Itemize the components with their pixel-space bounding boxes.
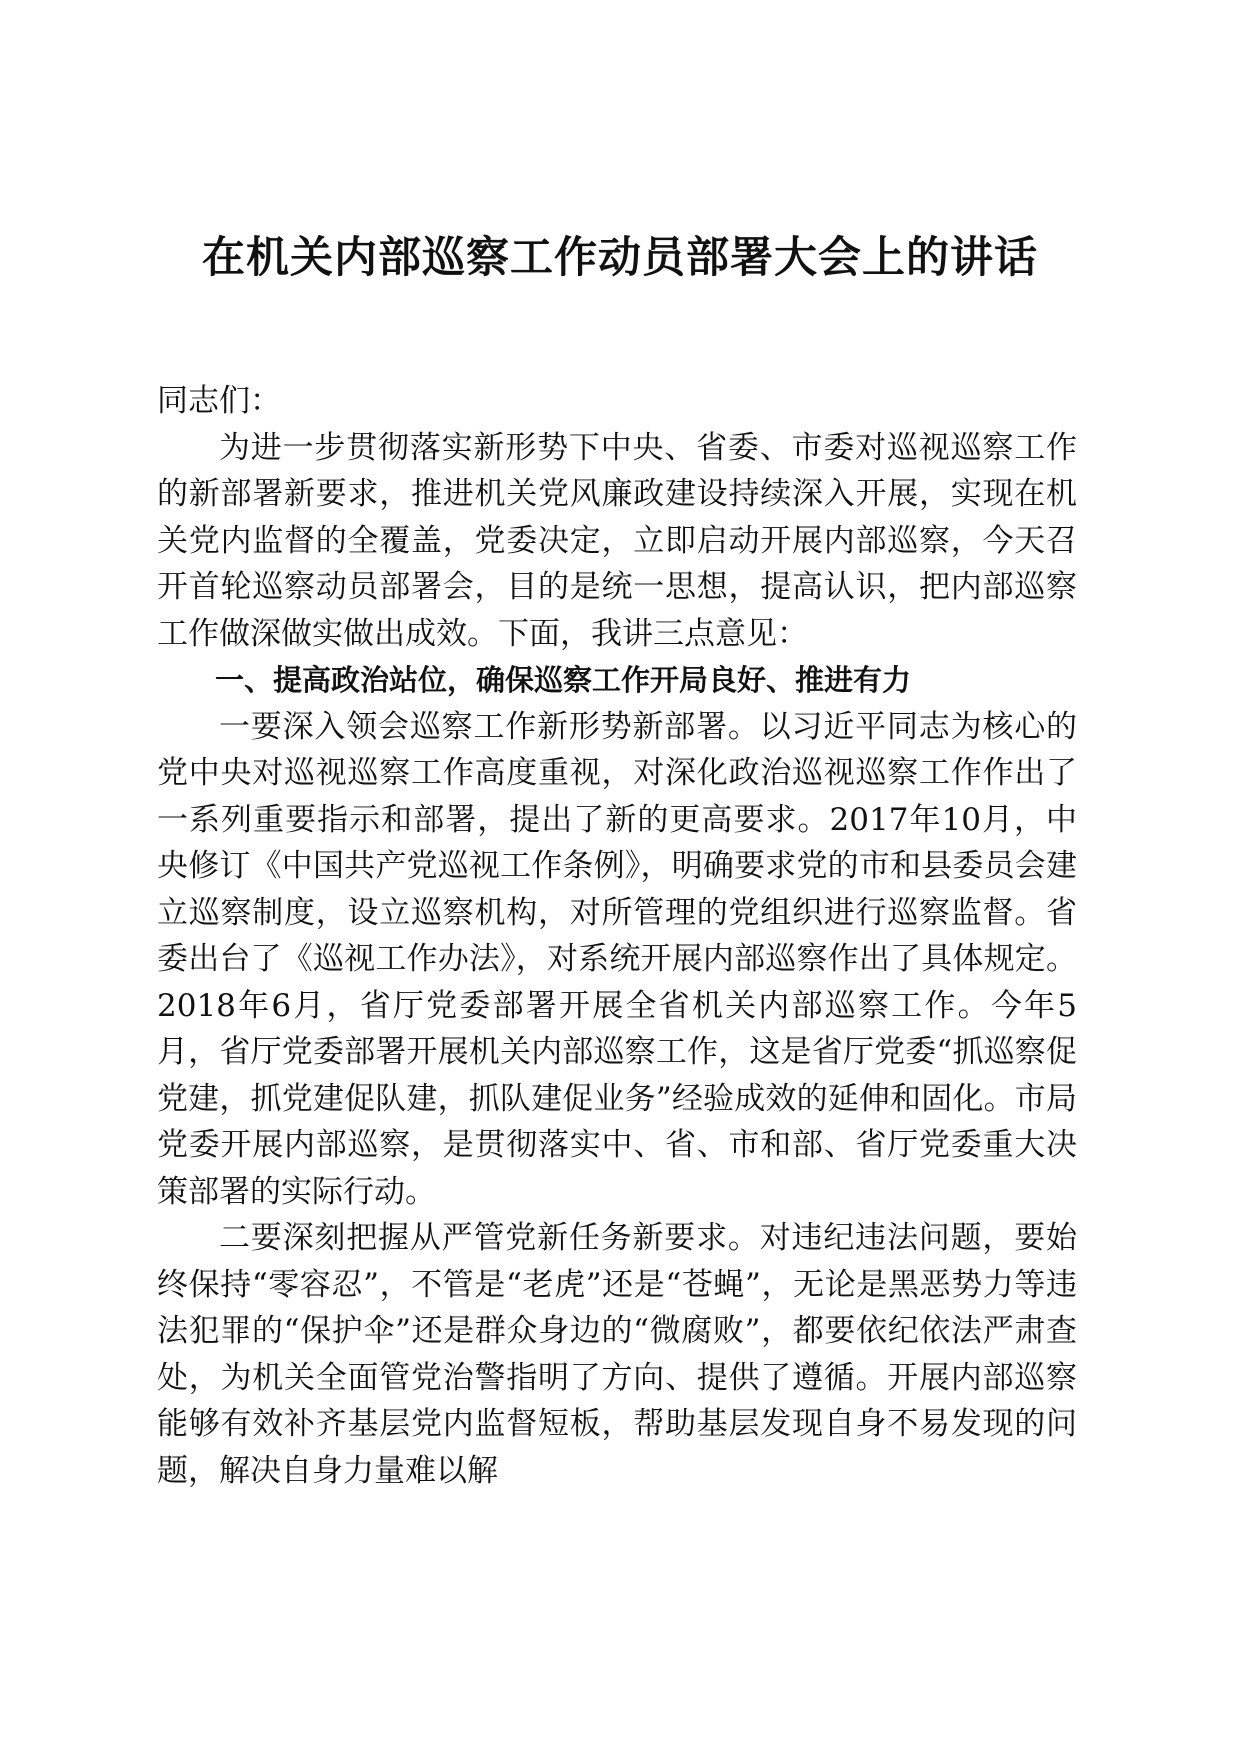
document-body bbox=[157, 378, 1077, 1494]
section1-paragraph-2: 二要深刻把握从严管党新任务新要求。对违纪违法问题，要始终保持“零容忍”，不管是“老虎”还是“苍蝇”，无论是黑恶势力等违法犯罪的“保护伞”还是群众身边的“微腐败”，都要依纪依法严肃查处，为机关全面管党治警指明了方向、提供了遵循。开展内部巡察能够有效补齐基层党内监督短板，帮助基层发现自身不易发现的问题，解决自身力量难以解 bbox=[157, 1220, 1077, 1489]
section1-paragraph-1: 一要深入领会巡察工作新形势新部署。以习近平同志为核心的党中央对巡视巡察工作高度重视，对深化政治巡视巡察工作作出了一系列重要指示和部署，提出了新的更高要求。2017年10月，中央修订《中国共产党巡视工作条例》，明确要求党的市和县委员会建立巡察制度，设立巡察机构，对所管理的党组织进行巡察监督。省委出台了《巡视工作办法》，对系统开展内部巡察作出了具体规定。2018年6月，省厅党委部署开展全省机关内部巡察工作。今年5月，省厅党委部署开展机关内部巡察工作，这是省厅党委“抓巡察促党建，抓党建促队建，抓队建促业务”经验成效的延伸和固化。市局党委开展内部巡察，是贯彻落实中、省、市和部、省厅党委重大决策部署的实际行动。 bbox=[157, 708, 1077, 1210]
document-title: 在机关内部巡察工作动员部署大会上的讲话 bbox=[202, 233, 1038, 283]
section-heading-1: 一、提高政治站位，确保巡察工作开局良好、推进有力 bbox=[215, 663, 912, 697]
salutation: 同志们： bbox=[157, 383, 281, 419]
intro-paragraph: 为进一步贯彻落实新形势下中央、省委、市委对巡视巡察工作的新部署新要求，推进机关党风廉政建设持续深入开展，实现在机关党内监督的全覆盖，党委决定，立即启动开展内部巡察，今天召开首轮巡察动员部署会，目的是统一思想，提高认识，把内部巡察工作做深做实做出成效。下面，我讲三点意见： bbox=[157, 429, 1077, 652]
